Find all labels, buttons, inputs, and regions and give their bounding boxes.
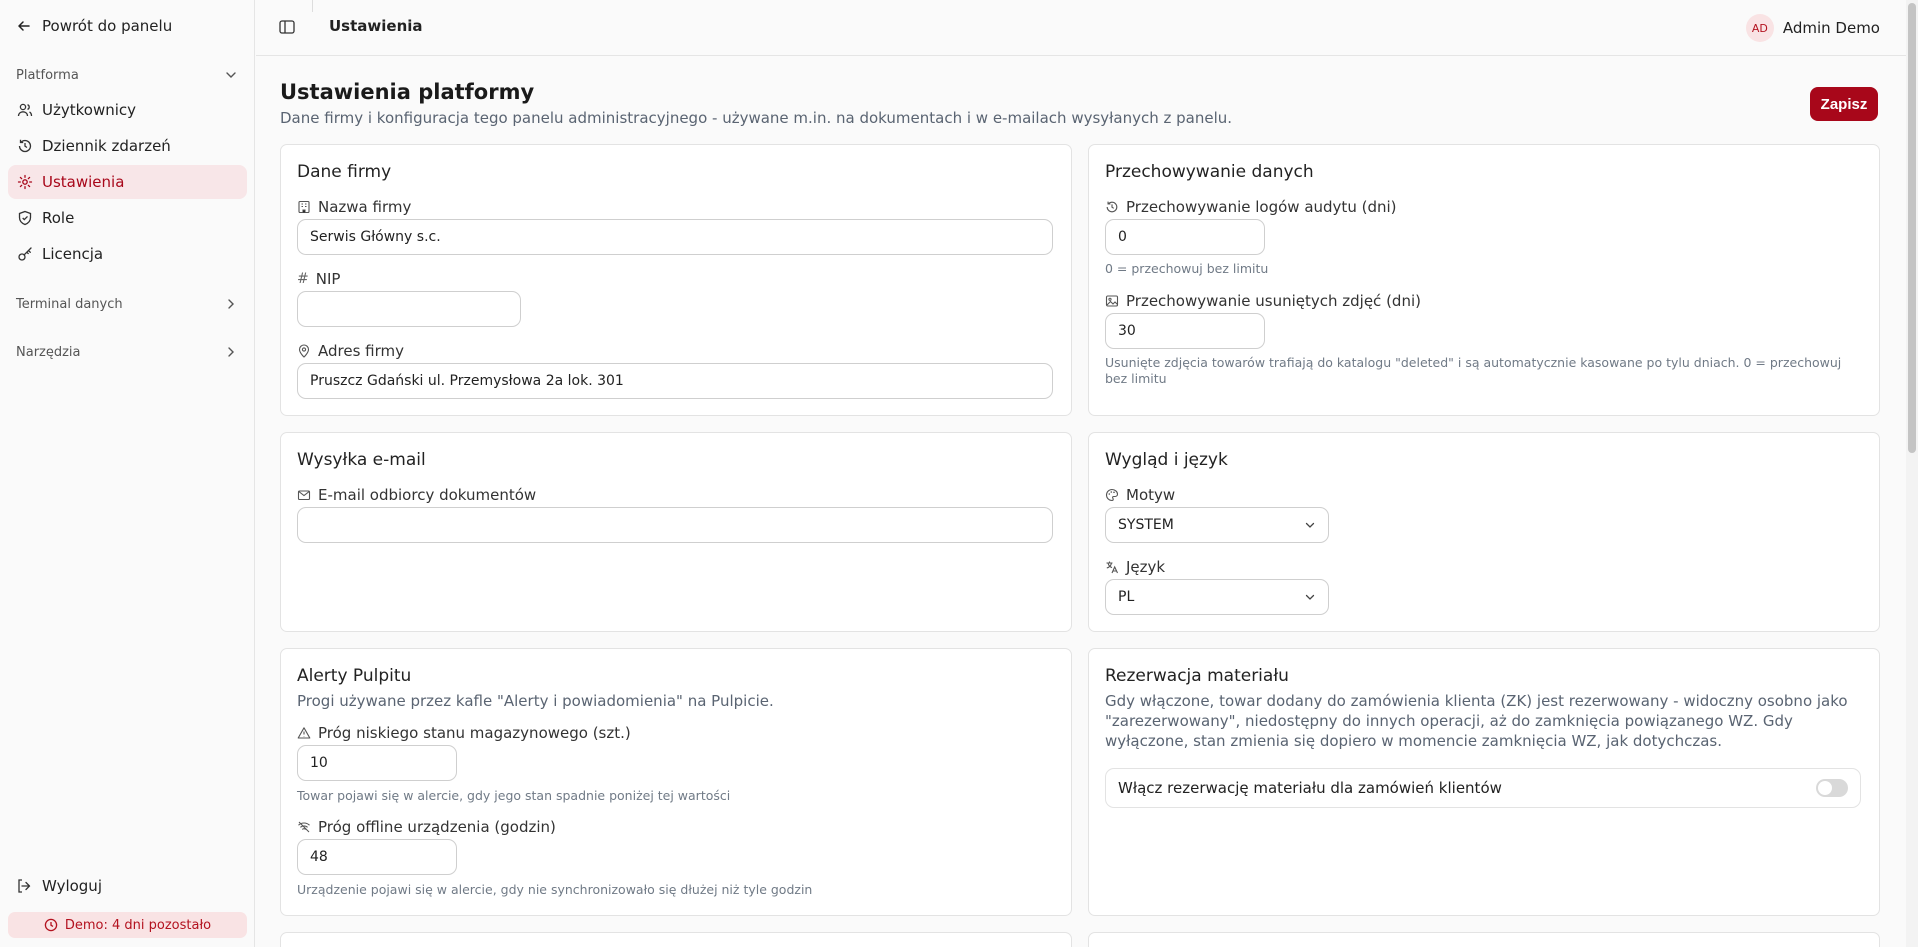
languages-icon bbox=[1105, 560, 1119, 574]
logout-icon bbox=[16, 878, 32, 894]
theme-label-text: Motyw bbox=[1126, 486, 1176, 504]
photos-retention-input[interactable]: 30 bbox=[1105, 313, 1265, 349]
company-name-label bbox=[297, 197, 411, 217]
nip-label-text: NIP bbox=[315, 270, 341, 288]
company-address-input[interactable]: Pruszcz Gdański ul. Przemysłowa 2a lok. 301 bbox=[297, 363, 1053, 399]
sidebar-item-settings[interactable] bbox=[8, 165, 247, 199]
sidebar-item-label: Użytkownicy bbox=[42, 101, 137, 119]
reservation-toggle-row[interactable] bbox=[1105, 768, 1861, 808]
nip-label bbox=[297, 269, 340, 289]
key-icon bbox=[17, 246, 33, 262]
sidebar-item-label: Role bbox=[42, 209, 75, 227]
save-button[interactable]: Zapisz bbox=[1810, 87, 1878, 121]
audit-hint: 0 = przechowuj bez limitu bbox=[1105, 261, 1269, 276]
group-narzedzia[interactable] bbox=[16, 342, 238, 362]
card-title: Alerty Pulpitu bbox=[297, 666, 412, 686]
appearance-card bbox=[1088, 432, 1880, 632]
group-terminal-label: Terminal danych bbox=[16, 296, 123, 312]
logout-label: Wyloguj bbox=[42, 877, 102, 895]
sidebar-toggle-button[interactable] bbox=[278, 18, 298, 38]
page-title: Ustawienia platformy bbox=[280, 80, 535, 104]
company-name-label-text: Nazwa firmy bbox=[318, 198, 412, 216]
language-select-value: PL bbox=[1118, 589, 1135, 605]
group-narzedzia-label: Narzędzia bbox=[16, 344, 81, 360]
reservation-description: Gdy włączone, towar dodany do zamówienia klienta (ZK) jest rezerwowany - widoczny osobno jako "zarezerwowany", niedostępny do innych operacji, aż do zamknięcia powiązanego WZ. Gdy wyłączone, stan zmienia się dopiero w momencie zamknięcia WZ, jak dotychczas. bbox=[1105, 692, 1848, 750]
company-name-input[interactable]: Serwis Główny s.c. bbox=[297, 219, 1053, 255]
topbar bbox=[256, 0, 1906, 56]
shield-icon bbox=[17, 210, 33, 226]
audit-label-text: Przechowywanie logów audytu (dni) bbox=[1126, 198, 1397, 216]
audit-retention-input[interactable]: 0 bbox=[1105, 219, 1265, 255]
address-label-text: Adres firmy bbox=[318, 342, 405, 360]
map-pin-icon bbox=[297, 344, 311, 358]
page-breadcrumb-title: Ustawienia bbox=[329, 17, 423, 35]
arrow-left-icon bbox=[16, 18, 32, 34]
user-menu[interactable] bbox=[1746, 14, 1880, 42]
offline-hint: Urządzenie pojawi się w alercie, gdy nie synchronizowało się dłużej niż tyle godzin bbox=[297, 882, 813, 897]
sidebar-item-license[interactable] bbox=[8, 237, 247, 271]
demo-badge bbox=[8, 912, 247, 938]
palette-icon bbox=[1105, 488, 1119, 502]
sidebar-item-event-log[interactable] bbox=[8, 129, 247, 163]
switch-knob bbox=[1818, 781, 1832, 795]
group-platforma[interactable] bbox=[16, 65, 238, 85]
chevron-down-icon bbox=[1304, 591, 1316, 603]
hash-icon: # bbox=[297, 271, 309, 287]
wifi-off-icon bbox=[297, 820, 311, 834]
gear-icon bbox=[17, 174, 33, 190]
recipient-email-input[interactable] bbox=[297, 507, 1053, 543]
company-card bbox=[280, 144, 1072, 416]
sidebar-item-label: Licencja bbox=[42, 245, 104, 263]
warning-icon bbox=[297, 726, 311, 740]
user-name: Admin Demo bbox=[1782, 19, 1880, 37]
sidebar-item-label: Dziennik zdarzeń bbox=[42, 137, 171, 155]
image-icon bbox=[1105, 294, 1119, 308]
mail-icon bbox=[297, 488, 311, 502]
reservation-toggle-label: Włącz rezerwację materiału dla zamówień klientów bbox=[1118, 779, 1502, 797]
sidebar bbox=[0, 0, 255, 947]
back-to-panel-link[interactable] bbox=[16, 14, 172, 38]
theme-label bbox=[1105, 485, 1175, 505]
group-platforma-label: Platforma bbox=[16, 67, 79, 83]
group-terminal[interactable] bbox=[16, 294, 238, 314]
offline-label-text: Próg offline urządzenia (godzin) bbox=[318, 818, 556, 836]
sidebar-item-label: Ustawienia bbox=[42, 173, 125, 191]
recipient-label bbox=[297, 485, 536, 505]
storage-card bbox=[1088, 144, 1880, 416]
panel-left-icon bbox=[278, 18, 296, 36]
language-label bbox=[1105, 557, 1165, 577]
photos-hint: Usunięte zdjęcia towarów trafiają do katalogu "deleted" i są automatycznie kasowane po tylu dniach. 0 = przechowuj bez limitu bbox=[1105, 355, 1842, 386]
nip-input[interactable] bbox=[297, 291, 521, 327]
card-title: Wysyłka e-mail bbox=[297, 450, 426, 470]
back-label: Powrót do panelu bbox=[42, 17, 173, 35]
alerts-card bbox=[280, 648, 1072, 916]
topbar-divider bbox=[312, 0, 313, 12]
next-card-left bbox=[280, 932, 1072, 947]
recipient-label-text: E-mail odbiorcy dokumentów bbox=[318, 486, 537, 504]
photos-label-text: Przechowywanie usuniętych zdjęć (dni) bbox=[1126, 292, 1421, 310]
card-title: Rezerwacja materiału bbox=[1105, 666, 1289, 686]
demo-label: Demo: 4 dni pozostało bbox=[64, 917, 212, 933]
card-title: Dane firmy bbox=[297, 162, 392, 182]
address-label bbox=[297, 341, 404, 361]
email-card bbox=[280, 432, 1072, 632]
offline-label bbox=[297, 817, 556, 837]
chevron-down-icon bbox=[1304, 519, 1316, 531]
building-icon bbox=[297, 200, 311, 214]
history-icon bbox=[17, 138, 33, 154]
audit-label bbox=[1105, 197, 1397, 217]
sidebar-item-roles[interactable] bbox=[8, 201, 247, 235]
offline-input[interactable]: 48 bbox=[297, 839, 457, 875]
theme-select[interactable] bbox=[1105, 507, 1329, 543]
card-title: Wygląd i język bbox=[1105, 450, 1228, 470]
page-subtitle: Dane firmy i konfiguracja tego panelu administracyjnego - używane m.in. na dokumentach i w e-mailach wysyłanych z panelu. bbox=[280, 109, 1233, 127]
users-icon bbox=[17, 102, 33, 118]
language-label-text: Język bbox=[1126, 558, 1166, 576]
avatar: AD bbox=[1746, 14, 1774, 42]
sidebar-item-users[interactable] bbox=[8, 93, 247, 127]
history-icon bbox=[1105, 200, 1119, 214]
logout-button[interactable] bbox=[16, 874, 102, 898]
chevron-down-icon bbox=[224, 68, 238, 82]
alerts-description: Progi używane przez kafle "Alerty i powiadomienia" na Pulpicie. bbox=[297, 692, 774, 710]
reservation-toggle-switch[interactable] bbox=[1816, 779, 1848, 797]
clock-icon bbox=[44, 918, 58, 932]
photos-label bbox=[1105, 291, 1421, 311]
low-stock-label-text: Próg niskiego stanu magazynowego (szt.) bbox=[318, 724, 631, 742]
low-stock-hint: Towar pojawi się w alercie, gdy jego stan spadnie poniżej tej wartości bbox=[297, 788, 731, 803]
low-stock-label bbox=[297, 723, 631, 743]
chevron-right-icon bbox=[224, 297, 238, 311]
chevron-right-icon bbox=[224, 345, 238, 359]
card-title: Przechowywanie danych bbox=[1105, 162, 1314, 182]
reservation-card bbox=[1088, 648, 1880, 916]
language-select[interactable] bbox=[1105, 579, 1329, 615]
scrollbar-thumb[interactable] bbox=[1908, 3, 1916, 453]
page-scrollbar[interactable] bbox=[1906, 0, 1918, 947]
next-card-right bbox=[1088, 932, 1880, 947]
theme-select-value: SYSTEM bbox=[1118, 517, 1174, 533]
low-stock-input[interactable]: 10 bbox=[297, 745, 457, 781]
